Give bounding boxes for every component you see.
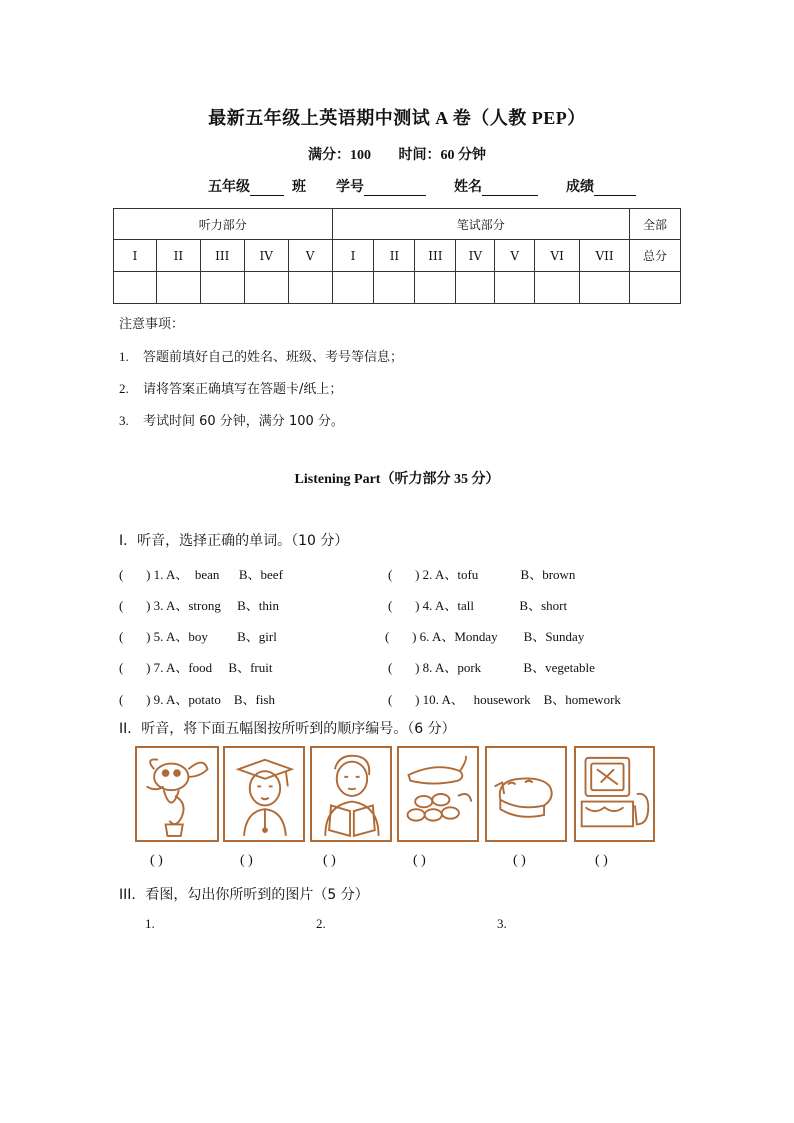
grade-label: 五年级: [208, 180, 250, 195]
total-col: 总分: [630, 240, 681, 272]
writing-col: II: [374, 240, 415, 272]
graduate-icon: [225, 748, 303, 840]
student-info-line: [208, 176, 636, 196]
score-cell[interactable]: [200, 272, 244, 304]
writing-header: 笔试部分: [332, 209, 629, 240]
q3-number: 3.: [497, 916, 507, 931]
writing-col: VII: [580, 240, 630, 272]
class-blank[interactable]: [250, 181, 284, 196]
reading-boy-icon: [312, 748, 390, 840]
bird-picture: [135, 746, 219, 842]
beans-icon: [399, 748, 477, 840]
name-blank[interactable]: [482, 181, 538, 196]
q1-item: ( ) 4. A、tall B、short: [388, 598, 568, 613]
class-label: 班: [292, 180, 306, 195]
score-cell[interactable]: [495, 272, 535, 304]
note-item: 3. 考试时间 60 分钟，满分 100 分。: [119, 413, 344, 429]
result-blank[interactable]: [594, 181, 636, 196]
answer-paren[interactable]: ( ): [323, 853, 336, 868]
note-item: 1. 答题前填好自己的姓名、班级、考号等信息；: [119, 349, 404, 365]
listening-col: IV: [244, 240, 288, 272]
student-no-label: 学号: [336, 180, 364, 195]
q1-item: ( ) 10. A、 housework B、homework: [388, 692, 621, 707]
listening-part-title: Listening Part（听力部分 35 分）: [294, 472, 500, 487]
page-title: 最新五年级上英语期中测试 A 卷（人教 PEP）: [208, 108, 586, 128]
exam-info: [0, 144, 794, 164]
name-label: 姓名: [454, 180, 482, 195]
bird-icon: [137, 748, 217, 840]
answer-paren[interactable]: ( ): [240, 853, 253, 868]
full-score: 满分：100: [308, 148, 371, 163]
notes-heading: 注意事项：: [119, 317, 185, 332]
q1-item: ( ) 2. A、tofu B、brown: [388, 567, 576, 582]
listening-col: I: [114, 240, 157, 272]
bread-picture: [485, 746, 567, 842]
answer-paren[interactable]: ( ): [513, 853, 526, 868]
writing-col: V: [495, 240, 535, 272]
writing-col: VI: [535, 240, 580, 272]
score-cell[interactable]: [156, 272, 200, 304]
television-picture: [574, 746, 655, 842]
exam-time: 时间：60 分钟: [398, 148, 486, 163]
q3-number: 2.: [316, 916, 326, 931]
q3-number: 1.: [145, 916, 155, 931]
q2-heading: II．听音，将下面五幅图按所听到的顺序编号。（6 分）: [119, 721, 456, 737]
score-cell[interactable]: [535, 272, 580, 304]
answer-paren[interactable]: ( ): [595, 853, 608, 868]
q1-heading: I．听音，选择正确的单词。（10 分）: [119, 533, 349, 549]
listening-col: III: [200, 240, 244, 272]
score-table: [113, 208, 681, 304]
television-icon: [576, 748, 653, 840]
q3-heading: III．看图，勾出你所听到的图片（5 分）: [119, 887, 369, 903]
answer-paren[interactable]: ( ): [150, 853, 163, 868]
q1-item: ( ) 3. A、strong B、thin: [119, 598, 279, 613]
graduate-picture: [223, 746, 305, 842]
listening-col: II: [156, 240, 200, 272]
score-cell[interactable]: [456, 272, 495, 304]
score-cell[interactable]: [415, 272, 456, 304]
q1-item: ( ) 6. A、Monday B、Sunday: [385, 629, 585, 644]
student-no-blank[interactable]: [364, 181, 426, 196]
q1-item: ( ) 7. A、food B、fruit: [119, 660, 273, 675]
score-cell[interactable]: [332, 272, 374, 304]
score-cell[interactable]: [374, 272, 415, 304]
q1-item: ( ) 9. A、potato B、fish: [119, 692, 275, 707]
writing-col: I: [332, 240, 374, 272]
picture-strip: [133, 746, 655, 846]
note-item: 2. 请将答案正确填写在答题卡/纸上；: [119, 381, 343, 397]
score-cell[interactable]: [630, 272, 681, 304]
score-cell[interactable]: [580, 272, 630, 304]
result-label: 成绩: [566, 180, 594, 195]
q1-item: ( ) 1. A、 bean B、beef: [119, 567, 283, 582]
writing-col: IV: [456, 240, 495, 272]
beans-picture: [397, 746, 479, 842]
score-cell[interactable]: [244, 272, 288, 304]
reading-boy-picture: [310, 746, 392, 842]
writing-col: III: [415, 240, 456, 272]
q1-item: ( ) 8. A、pork B、vegetable: [388, 660, 595, 675]
listening-col: V: [288, 240, 332, 272]
score-cell[interactable]: [114, 272, 157, 304]
q1-item: ( ) 5. A、boy B、girl: [119, 629, 277, 644]
total-header: 全部: [630, 209, 681, 240]
answer-paren[interactable]: ( ): [413, 853, 426, 868]
bread-icon: [487, 748, 565, 840]
score-cell[interactable]: [288, 272, 332, 304]
notes-section: [119, 313, 403, 442]
listening-header: 听力部分: [114, 209, 333, 240]
